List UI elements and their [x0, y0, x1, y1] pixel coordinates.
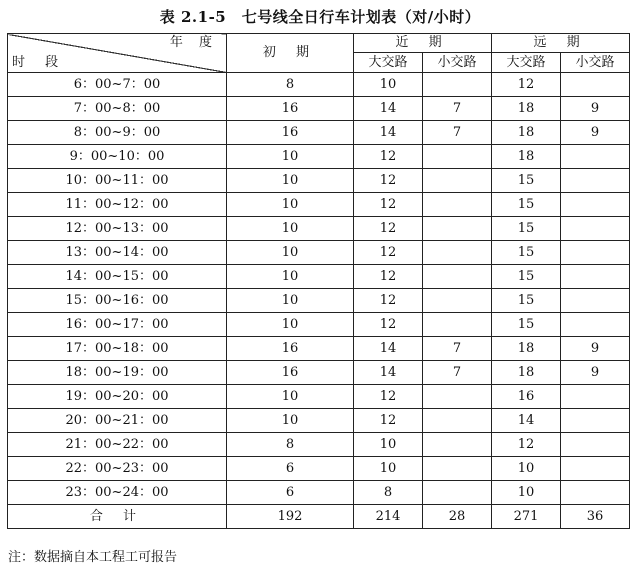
- cell-initial: 10: [227, 145, 354, 169]
- table-row: [8, 361, 630, 385]
- cell-far-big: 12: [492, 73, 561, 97]
- header-near-big: 大交路: [354, 53, 423, 73]
- cell-initial: 10: [227, 241, 354, 265]
- train-plan-table: [7, 33, 630, 529]
- header-far: 远 期: [492, 34, 630, 53]
- header-period-label: 时 段: [12, 55, 67, 70]
- cell-near-big: 14: [354, 337, 423, 361]
- cell-near-big: 14: [354, 361, 423, 385]
- cell-near-big: 12: [354, 409, 423, 433]
- cell-initial: 6: [227, 481, 354, 505]
- table-row: [8, 433, 630, 457]
- cell-far-big: 10: [492, 481, 561, 505]
- cell-near-small: [423, 217, 492, 241]
- cell-near-big: 10: [354, 433, 423, 457]
- cell-near-big: 8: [354, 481, 423, 505]
- cell-far-small: 9: [561, 97, 630, 121]
- cell-far-small: 9: [561, 361, 630, 385]
- cell-near-small: [423, 241, 492, 265]
- header-initial: 初 期: [227, 34, 354, 73]
- table-row: [8, 457, 630, 481]
- cell-initial: 16: [227, 97, 354, 121]
- cell-far-big: 15: [492, 217, 561, 241]
- cell-far-small: [561, 241, 630, 265]
- cell-far-big: 15: [492, 289, 561, 313]
- cell-time: 9：00~10：00: [8, 145, 227, 169]
- table-row: [8, 169, 630, 193]
- cell-near-small: [423, 193, 492, 217]
- cell-near-big: 12: [354, 145, 423, 169]
- cell-near-big: 12: [354, 265, 423, 289]
- cell-near-small: [423, 73, 492, 97]
- cell-far-big: 15: [492, 313, 561, 337]
- cell-far-small: [561, 409, 630, 433]
- cell-far-big: 14: [492, 409, 561, 433]
- table-title: 表 2.1-5 七号线全日行车计划表（对/小时）: [159, 8, 481, 26]
- cell-time: 17：00~18：00: [8, 337, 227, 361]
- cell-time: 18：00~19：00: [8, 361, 227, 385]
- cell-far-big: 16: [492, 385, 561, 409]
- table-row: [8, 241, 630, 265]
- cell-far-big: 18: [492, 97, 561, 121]
- cell-near-big: 14: [354, 97, 423, 121]
- cell-near-small: [423, 265, 492, 289]
- cell-far-big: 12: [492, 433, 561, 457]
- cell-time: 16：00~17：00: [8, 313, 227, 337]
- total-far-big: 271: [492, 505, 561, 529]
- total-row: [8, 505, 630, 529]
- cell-near-big: 12: [354, 217, 423, 241]
- table-row: [8, 145, 630, 169]
- cell-time: 22：00~23：00: [8, 457, 227, 481]
- cell-far-small: [561, 217, 630, 241]
- cell-time: 12：00~13：00: [8, 217, 227, 241]
- cell-initial: 6: [227, 457, 354, 481]
- cell-initial: 10: [227, 313, 354, 337]
- cell-initial: 16: [227, 361, 354, 385]
- cell-near-big: 12: [354, 313, 423, 337]
- total-far-small: 36: [561, 505, 630, 529]
- table-row: [8, 121, 630, 145]
- cell-far-small: [561, 289, 630, 313]
- total-initial: 192: [227, 505, 354, 529]
- cell-far-big: 15: [492, 265, 561, 289]
- cell-time: 23：00~24：00: [8, 481, 227, 505]
- cell-far-small: [561, 481, 630, 505]
- cell-far-big: 10: [492, 457, 561, 481]
- cell-near-small: [423, 289, 492, 313]
- cell-far-small: [561, 433, 630, 457]
- cell-initial: 8: [227, 433, 354, 457]
- cell-far-small: 9: [561, 337, 630, 361]
- cell-far-big: 18: [492, 121, 561, 145]
- footnote: 注：数据摘自本工程工可报告: [8, 550, 178, 565]
- cell-far-small: [561, 145, 630, 169]
- cell-initial: 10: [227, 193, 354, 217]
- cell-near-small: [423, 457, 492, 481]
- cell-initial: 10: [227, 409, 354, 433]
- header-near-small: 小交路: [423, 53, 492, 73]
- cell-far-small: [561, 313, 630, 337]
- cell-time: 6：00~7：00: [8, 73, 227, 97]
- cell-far-small: [561, 265, 630, 289]
- cell-time: 14：00~15：00: [8, 265, 227, 289]
- cell-near-big: 10: [354, 457, 423, 481]
- cell-initial: 10: [227, 217, 354, 241]
- table-row: [8, 265, 630, 289]
- header-near: 近 期: [354, 34, 492, 53]
- cell-time: 10：00~11：00: [8, 169, 227, 193]
- cell-initial: 8: [227, 73, 354, 97]
- cell-time: 21：00~22：00: [8, 433, 227, 457]
- cell-initial: 16: [227, 121, 354, 145]
- cell-far-big: 18: [492, 337, 561, 361]
- total-near-big: 214: [354, 505, 423, 529]
- cell-far-small: 9: [561, 121, 630, 145]
- cell-initial: 10: [227, 385, 354, 409]
- total-near-small: 28: [423, 505, 492, 529]
- diagonal-header-cell: [8, 34, 227, 73]
- cell-near-small: 7: [423, 361, 492, 385]
- cell-near-big: 10: [354, 73, 423, 97]
- cell-near-small: [423, 409, 492, 433]
- cell-initial: 10: [227, 169, 354, 193]
- cell-near-big: 12: [354, 193, 423, 217]
- cell-time: 7：00~8：00: [8, 97, 227, 121]
- cell-near-big: 14: [354, 121, 423, 145]
- cell-near-big: 12: [354, 241, 423, 265]
- table-row: [8, 73, 630, 97]
- cell-time: 8：00~9：00: [8, 121, 227, 145]
- cell-near-small: [423, 481, 492, 505]
- cell-near-big: 12: [354, 169, 423, 193]
- cell-far-big: 18: [492, 145, 561, 169]
- cell-time: 11：00~12：00: [8, 193, 227, 217]
- table-row: [8, 193, 630, 217]
- cell-far-small: [561, 169, 630, 193]
- table-row: [8, 409, 630, 433]
- header-far-big: 大交路: [492, 53, 561, 73]
- table-row: [8, 385, 630, 409]
- cell-initial: 10: [227, 289, 354, 313]
- cell-near-small: [423, 169, 492, 193]
- cell-far-small: [561, 193, 630, 217]
- table-row: [8, 313, 630, 337]
- cell-near-small: [423, 313, 492, 337]
- header-row-1: [8, 34, 630, 53]
- cell-near-small: 7: [423, 337, 492, 361]
- cell-near-small: 7: [423, 97, 492, 121]
- cell-near-small: [423, 385, 492, 409]
- cell-time: 19：00~20：00: [8, 385, 227, 409]
- cell-far-small: [561, 73, 630, 97]
- cell-far-big: 15: [492, 169, 561, 193]
- total-label: 合 计: [8, 505, 227, 529]
- header-far-small: 小交路: [561, 53, 630, 73]
- cell-far-big: 15: [492, 193, 561, 217]
- cell-near-small: [423, 145, 492, 169]
- cell-near-small: [423, 433, 492, 457]
- cell-far-big: 18: [492, 361, 561, 385]
- table-row: [8, 289, 630, 313]
- cell-far-small: [561, 385, 630, 409]
- cell-time: 13：00~14：00: [8, 241, 227, 265]
- cell-time: 15：00~16：00: [8, 289, 227, 313]
- cell-far-small: [561, 457, 630, 481]
- table-row: [8, 337, 630, 361]
- cell-time: 20：00~21：00: [8, 409, 227, 433]
- cell-near-big: 12: [354, 289, 423, 313]
- table-row: [8, 481, 630, 505]
- table-row: [8, 97, 630, 121]
- cell-initial: 16: [227, 337, 354, 361]
- header-year-label: 年 度: [169, 35, 218, 50]
- cell-near-small: 7: [423, 121, 492, 145]
- table-row: [8, 217, 630, 241]
- cell-initial: 10: [227, 265, 354, 289]
- cell-near-big: 12: [354, 385, 423, 409]
- cell-far-big: 15: [492, 241, 561, 265]
